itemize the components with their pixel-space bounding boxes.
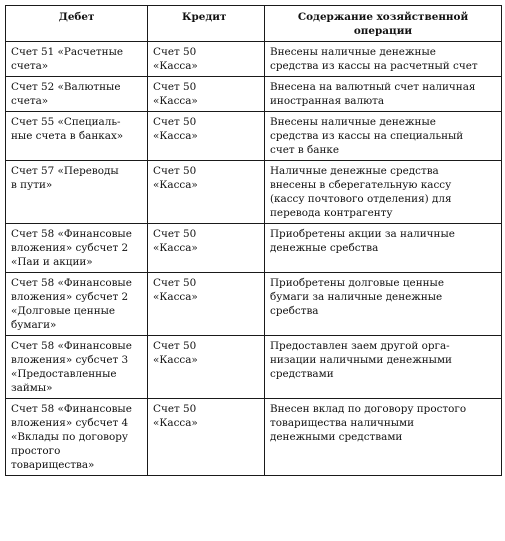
cell-credit: Счет 50 «Касса»: [148, 112, 265, 161]
cell-debit: Счет 57 «Переводы в пути»: [6, 161, 148, 224]
table-row: [6, 161, 502, 224]
cell-content: Предоставлен заем другой орга- низации наличными денежными средствами: [265, 336, 502, 399]
cell-debit: Счет 58 «Финансовые вложения» субсчет 2 «Паи и акции»: [6, 224, 148, 273]
table-row: [6, 273, 502, 336]
cell-credit: Счет 50 «Касса»: [148, 77, 265, 112]
cell-content: Внесена на валютный счет наличная иностранная валюта: [265, 77, 502, 112]
table-row: [6, 112, 502, 161]
cell-credit: Счет 50 «Касса»: [148, 42, 265, 77]
cell-content: Приобретены долговые ценные бумаги за наличные денежные сребства: [265, 273, 502, 336]
table-row: [6, 336, 502, 399]
cell-credit: Счет 50 «Касса»: [148, 399, 265, 476]
cell-debit: Счет 51 «Расчетные счета»: [6, 42, 148, 77]
table-row: [6, 77, 502, 112]
cell-debit: Счет 55 «Специаль- ные счета в банках»: [6, 112, 148, 161]
cell-credit: Счет 50 «Касса»: [148, 336, 265, 399]
cell-content: Внесен вклад по договору простого товарищества наличными денежными средствами: [265, 399, 502, 476]
cell-content: Внесены наличные денежные средства из кассы на расчетный счет: [265, 42, 502, 77]
cell-credit: Счет 50 «Касса»: [148, 224, 265, 273]
header-content: Содержание хозяйственной операции: [265, 6, 502, 42]
cell-content: Наличные денежные средства внесены в сберегательную кассу (кассу почтового отделения) для перевода контрагенту: [265, 161, 502, 224]
cell-credit: Счет 50 «Касса»: [148, 161, 265, 224]
accounting-entries-table: [5, 5, 502, 476]
cell-debit: Счет 58 «Финансовые вложения» субсчет 3 «Предоставленные займы»: [6, 336, 148, 399]
cell-content: Приобретены акции за наличные денежные сребства: [265, 224, 502, 273]
cell-debit: Счет 58 «Финансовые вложения» субсчет 2 «Долговые ценные бумаги»: [6, 273, 148, 336]
header-credit: Кредит: [148, 6, 265, 42]
cell-content: Внесены наличные денежные средства из кассы на специальный счет в банке: [265, 112, 502, 161]
table-row: [6, 399, 502, 476]
cell-debit: Счет 52 «Валютные счета»: [6, 77, 148, 112]
cell-debit: Счет 58 «Финансовые вложения» субсчет 4 «Вклады по договору простого товарищества»: [6, 399, 148, 476]
cell-credit: Счет 50 «Касса»: [148, 273, 265, 336]
table-header-row: [6, 6, 502, 42]
header-debit: Дебет: [6, 6, 148, 42]
table-row: [6, 224, 502, 273]
table-row: [6, 42, 502, 77]
